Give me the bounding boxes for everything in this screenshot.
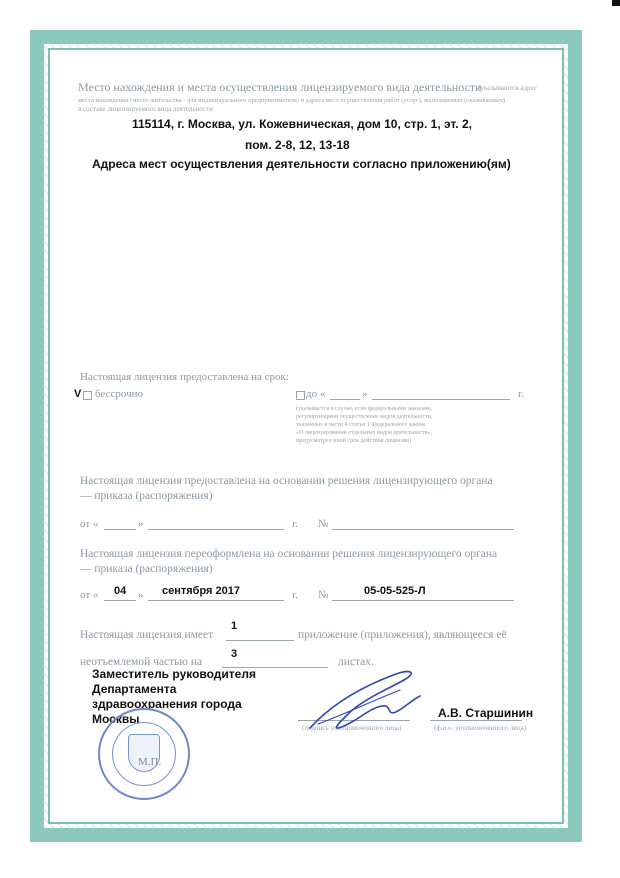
term-until-quote: »	[362, 388, 368, 400]
address-appendix-note: Адреса мест осуществления деятельности согласно приложению(ям)	[92, 157, 511, 171]
reissue-no: №	[318, 589, 329, 601]
reissue-day: 04	[114, 585, 127, 597]
term-note-2: регулирующими осуществление видов деятельности,	[296, 414, 433, 420]
grant-quote: »	[138, 518, 144, 530]
reissue-basis-line-1: Настоящая лицензия переоформлена на основании решения лицензирующего органа	[80, 548, 498, 560]
term-heading: Настоящая лицензия предоставлена на срок:	[80, 371, 289, 383]
official-seal	[98, 708, 190, 800]
reissue-month-year: сентября 2017	[162, 585, 240, 597]
signature-caption: (подпись уполномоченного лица)	[302, 724, 402, 732]
name-line	[430, 720, 522, 721]
grant-from: от «	[80, 518, 99, 530]
location-note-1: (указываются адрес	[478, 84, 537, 92]
scan-mark	[612, 0, 620, 6]
stamp-label: М.П.	[138, 756, 162, 768]
grant-day-line	[104, 529, 136, 530]
reissue-month-line	[148, 600, 284, 601]
name-caption: (ф.и.о. уполномоченного лица)	[434, 724, 527, 732]
reissue-basis-line-2: — приказа (распоряжения)	[80, 563, 213, 575]
indefinite-checkbox	[83, 391, 92, 400]
grant-number-line	[332, 529, 514, 530]
location-note-3: в составе лицензируемого вида деятельности	[78, 105, 214, 113]
reissue-from: от «	[80, 589, 99, 601]
term-day-line	[330, 399, 360, 400]
term-note	[296, 405, 466, 445]
address-line-2: пом. 2-8, 12, 13-18	[245, 138, 350, 152]
grant-basis-line-2: — приказа (распоряжения)	[80, 490, 213, 502]
reissue-year: г.	[292, 589, 299, 601]
location-note-2: места нахождения (место жительства - для индивидуального предпринимателя) и адреса мест осуществления работ (услуг), выполняемых (оказываемых)	[78, 97, 506, 104]
appendix-text-1: Настоящая лицензия имеет	[80, 629, 214, 641]
reissue-number-line	[332, 600, 514, 601]
signer-position-line-1: Заместитель руководителя	[92, 667, 256, 681]
reissue-number: 05-05-525-Л	[364, 585, 426, 597]
appendix-count-line	[226, 640, 294, 641]
term-note-1: (указывается в случае, если федеральными законами,	[296, 406, 433, 412]
signer-position-line-4: Москвы	[92, 712, 140, 726]
reissue-day-line	[104, 600, 136, 601]
grant-basis-line-1: Настоящая лицензия предоставлена на основании решения лицензирующего органа	[80, 475, 493, 487]
term-note-3: указанных в части 4 статьи 1 Федерального закона	[296, 422, 426, 428]
term-year: г.	[518, 388, 525, 400]
grant-no: №	[318, 518, 329, 530]
sheets-text-1: неотъемлемой частью на	[80, 656, 203, 668]
signer-name: А.В. Старшинин	[438, 706, 534, 720]
sheets-count: 3	[231, 648, 238, 660]
signer-position-line-3: здравоохранения города	[92, 697, 242, 711]
grant-year: г.	[292, 518, 299, 530]
signature-image	[300, 666, 426, 738]
term-until: до «	[306, 388, 326, 400]
location-heading: Место нахождения и места осуществления лицензируемого вида деятельности	[78, 80, 482, 94]
grant-month-line	[148, 529, 284, 530]
until-checkbox	[296, 391, 305, 400]
term-note-5: предусмотрен иной срок действия лицензии)	[296, 438, 412, 444]
term-indefinite: бессрочно	[95, 388, 144, 400]
address-line-1: 115114, г. Москва, ул. Кожевническая, дом 10, стр. 1, эт. 2,	[132, 117, 472, 131]
signer-position-line-2: Департамента	[92, 682, 177, 696]
sheets-text-2: листах.	[338, 656, 374, 668]
term-checkmark: V	[74, 388, 82, 400]
appendix-text-2: приложение (приложения), являющееся её	[298, 629, 507, 641]
appendix-count: 1	[231, 620, 238, 632]
term-month-line	[372, 399, 510, 400]
reissue-quote: »	[138, 589, 144, 601]
term-note-4: «О лицензировании отдельных видов деятельности»,	[296, 430, 433, 436]
